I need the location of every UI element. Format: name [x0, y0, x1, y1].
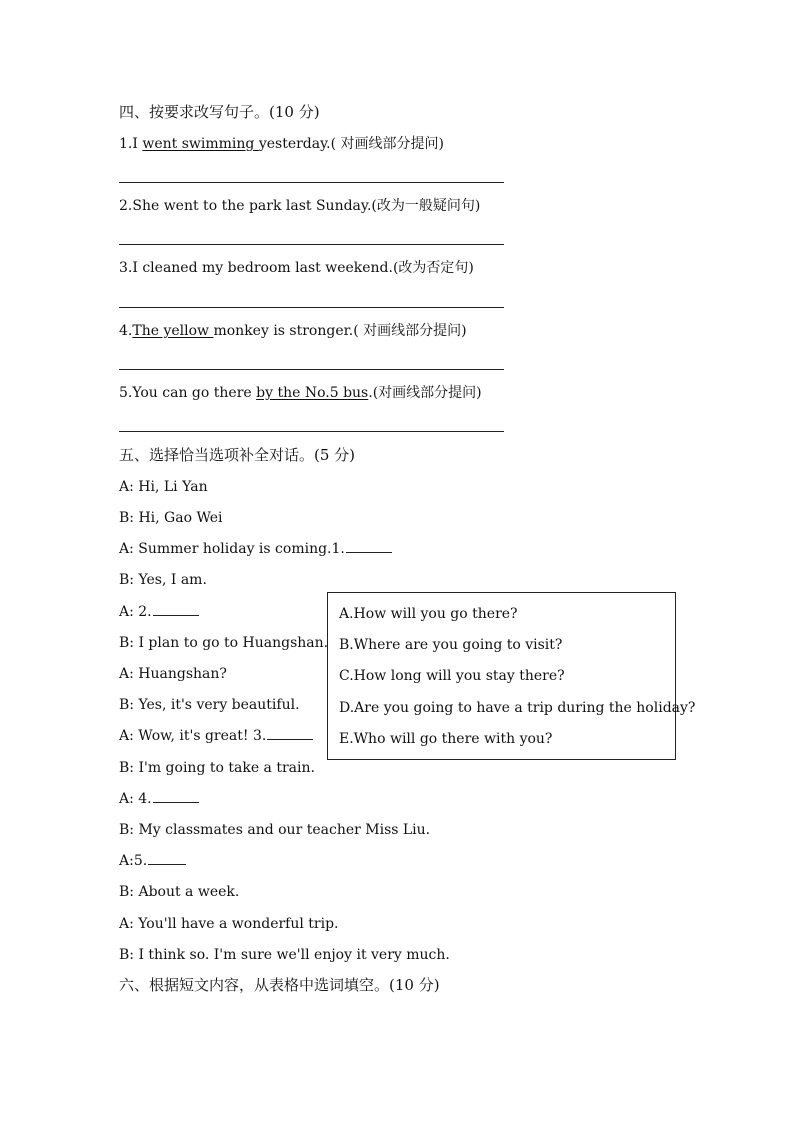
option-a: A.How will you go there?	[339, 606, 518, 622]
dialogue-text: A: Wow, it's great! 3.	[119, 728, 267, 744]
question-2: 2.She went to the park last Sunday.(改为一般疑问句)	[119, 198, 481, 214]
answer-blank-4[interactable]	[153, 790, 199, 803]
dialogue-text: A: 4.	[119, 791, 152, 807]
answer-line-4	[119, 369, 504, 370]
dialogue-line	[119, 727, 313, 745]
q5-underlined: by the No.5 bus	[256, 385, 369, 401]
dialogue-line	[119, 540, 392, 558]
dialogue-line: B: Yes, it's very beautiful.	[119, 697, 300, 713]
q4-underlined: The yellow	[132, 323, 214, 339]
dialogue-text: A: Summer holiday is coming.1.	[119, 541, 345, 557]
dialogue-line	[119, 603, 199, 621]
answer-line-1	[119, 182, 504, 183]
dialogue-text: A: 2.	[119, 604, 152, 620]
q4-text-pre: 4.	[119, 323, 133, 339]
answer-blank-2[interactable]	[153, 603, 199, 616]
answer-blank-3[interactable]	[267, 727, 313, 740]
dialogue-line: A: You'll have a wonderful trip.	[119, 916, 339, 932]
answer-blank-5[interactable]	[148, 852, 186, 865]
answer-line-2	[119, 244, 504, 245]
option-c: C.How long will you stay there?	[339, 668, 565, 684]
q1-text-pre: 1.I	[119, 136, 143, 152]
dialogue-line	[119, 852, 186, 870]
answer-blank-1[interactable]	[346, 540, 392, 553]
question-1	[119, 135, 444, 153]
q1-underlined: went swimming	[142, 136, 259, 152]
dialogue-line: A: Huangshan?	[119, 666, 227, 682]
dialogue-line: B: I think so. I'm sure we'll enjoy it very much.	[119, 947, 450, 963]
dialogue-line: B: Hi, Gao Wei	[119, 510, 223, 526]
question-3: 3.I cleaned my bedroom last weekend.(改为否定句)	[119, 260, 474, 276]
option-e: E.Who will go there with you?	[339, 731, 553, 747]
dialogue-line: B: I'm going to take a train.	[119, 760, 315, 776]
dialogue-line: A: Hi, Li Yan	[119, 479, 208, 495]
dialogue-text: A:5.	[119, 853, 148, 869]
options-box	[327, 592, 696, 760]
answer-line-5	[119, 431, 504, 432]
section5-heading: 五、选择恰当选项补全对话。(5 分)	[119, 446, 356, 464]
dialogue-line: B: About a week.	[119, 884, 240, 900]
dialogue-line: B: My classmates and our teacher Miss Liu.	[119, 822, 431, 838]
dialogue-line: B: I plan to go to Huangshan.	[119, 635, 329, 651]
option-b: B.Where are you going to visit?	[339, 637, 563, 653]
question-5	[119, 384, 482, 402]
q1-text-post: yesterday.( 对画线部分提问)	[258, 136, 444, 152]
section4-heading: 四、按要求改写句子。(10 分)	[119, 103, 320, 121]
dialogue-line: B: Yes, I am.	[119, 572, 207, 588]
question-4	[119, 322, 467, 340]
dialogue-line	[119, 790, 199, 808]
q5-text-pre: 5.You can go there	[119, 385, 257, 401]
q4-text-post: monkey is stronger.( 对画线部分提问)	[213, 323, 467, 339]
section6-heading: 六、根据短文内容，从表格中选词填空。(10 分)	[119, 976, 440, 994]
option-d: D.Are you going to have a trip during the holiday?	[339, 700, 696, 716]
answer-line-3	[119, 307, 504, 308]
q5-text-post: .(对画线部分提问)	[368, 385, 482, 401]
